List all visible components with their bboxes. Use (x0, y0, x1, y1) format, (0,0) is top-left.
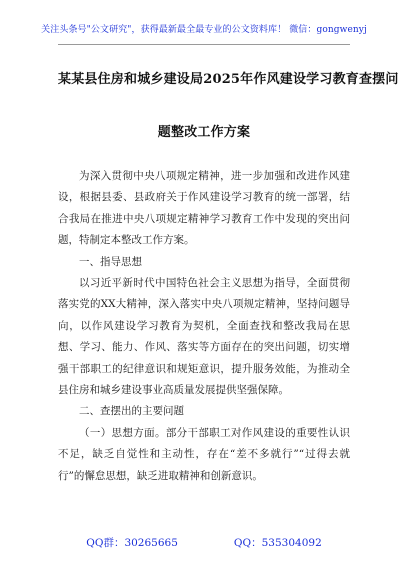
header-divider (58, 44, 350, 45)
document-body (58, 166, 350, 487)
header-banner: 关注头条号"公文研究"，获得最新最全最专业的公文资料库！ 微信：gongwenyj (41, 25, 367, 35)
body-paragraph-guiding-thought: 以习近平新时代中国特色社会主义思想为指导，全面贯彻落实党的XX大精神，深入落实中央八项规定精神，坚持问题导向，以作风建设学习教育为契机，全面查找和整改我局在思想、学习、能力、作风、落实等方面存在的突出问题，切实增强干部职工的纪律意识和规矩意识，提升服务效能，为推动全县住房和城乡建设事业高质量发展提供坚强保障。 (58, 277, 350, 397)
footer-qq-number: QQ：535304092 (233, 537, 322, 549)
body-paragraph-ideology: （一）思想方面。部分干部职工对作风建设的重要性认识不足，缺乏自觉性和主动性，存在“差不多就行”“过得去就行”的懈怠思想，缺乏进取精神和创新意识。 (58, 426, 350, 482)
document-title-line-2: 题整改工作方案 (157, 125, 251, 140)
section-heading-guiding-thought: 一、指导思想 (79, 255, 142, 268)
section-heading-main-problems: 二、查摆出的主要问题 (79, 405, 184, 418)
footer-contact (0, 535, 408, 550)
footer-qq-group: QQ群：30265665 (86, 537, 178, 549)
document-title-line-1: 某某县住房和城乡建设局2025年作风建设学习教育查摆问 (58, 72, 399, 87)
body-paragraph-intro: 为深入贯彻中央八项规定精神，进一步加强和改进作风建设，根据县委、县政府关于作风建设学习教育的统一部署，结合我局在推进中央八项规定精神学习教育工作中发现的突出问题，特制定本整改工作方案。 (58, 170, 350, 247)
